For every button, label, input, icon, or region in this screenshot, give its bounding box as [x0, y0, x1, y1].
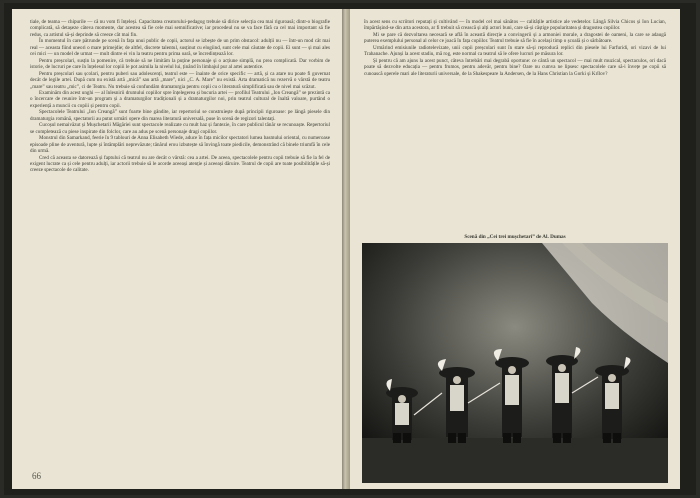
paragraph: Monstrul din Samarkand, feerie în 9 tablouri de Anna Elisabeth Wiede, aduce în fața micilor spectatori lumea basmului oriental, cu numeroase episoade pline de aventură, lupte și întâmplări neprevăzute; tânărul erou izbutește să învingă toate piedicile, demonstrând că binele triumfă în cele din urmă.: [30, 135, 330, 155]
page-number: 66: [32, 471, 41, 481]
paragraph: Examinăm din acest unghi — al înlesnirii drumului copiilor spre înțelegerea și bucuria artei — profilul Teatrului „Ion Creangă” se prezintă ca o încercare de reunire într-un program și a dramaturgilor tradiționali și a dramaturgilor noi, prin teatrul cultural de înaltă valoare, purtând o experiență a muncii cu copiii și pentru copii.: [30, 89, 330, 109]
paragraph: Urmărind emisiunile radiotelevizate, unii copii preșcolari sunt în stare să-și reproducă replici din piesele lui Farfuridi, ori vizavi de lui Trahanache. Ajunși la acest stadiu, mă rog, este normal ca teatrul să le ofere lucruri pe măsura lor.: [364, 44, 666, 58]
book-spread: [4, 3, 696, 495]
paragraph: Pentru preșcolari sau școlari, pentru puberi sau adolescenți, teatrul este — înainte de orice specific — artă, și ca atare nu poate fi guvernat decât de legile artei. După cum nu există artă „mică” sau artă „mare”, nici „C. A. Mare” nu există. Arta dramatică nu rezervă o vârstă de teatru „mare” sau teatru „mic”, ci de Teatru. Nu trebuie să confundăm dramaturgia pentru copii cu o literatură simplificată sau de nivel mai scăzut.: [30, 70, 330, 90]
paragraph: În momentul în care pătrunde pe scenă în fața unui public de copii, actorul se izbește de un prim obstacol: adulții nu — într-un mod cât mai real — aceasta fiind uneori o mare primejdie; de altfel, discrete talentul, susținut cu elogiind, sunt cele mai căutate de copii. Ei sunt — și mai ales cei mici — un model de urmat — mult dintre ei vin la teatru pentru prima oară, se încredințează lor.: [30, 38, 330, 58]
paragraph: Pentru preșcolari, susțin la pomenire, că trebuie să ne limităm la puține personaje și o acțiune simplă, nu prea complicată. Dar vorbim de istorie, de lucruri pe care în înțelesul lor copiii le pot asimila la nivelul lui, ținând în limbajul pur al artei autentice.: [30, 57, 330, 71]
paragraph: Cucoșul nemaivăzut și Mușchetarii Măgăriei sunt spectacole realizate cu mult haz și fantezie, în care publicul tânăr se recunoaște. Repertoriul se completează cu piese inspirate din folclor, care au adus pe scenă personaje dragi copiilor.: [30, 122, 330, 135]
paragraph: Spectacolele Teatrului „Ion Creangă” sunt foarte bine gândite, iar repertoriul se construiește după principii riguroase: pe lângă piesele din dramaturgia română, spectatorii au putut urmări opere din marea literatură universală, puse în scenă de regizori talentați.: [30, 109, 330, 122]
stage-photo-illustration: [362, 243, 668, 483]
right-page: [350, 9, 680, 489]
paragraph: Cred că aceasta se datorează și faptului că teatrul nu are decât o vârstă: cea a artei. De aceea, spectacolele pentru copii trebuie să fie la fel de exigent lucrate ca și cele pentru adulți, iar actorii trebuie să le acorde aceeași atenție și aceeași dăruire. Teatrul de copii are toate posibilitățile să-și creeze spectacole de calitate.: [30, 154, 330, 174]
paragraph: tiale, de teama — chipurile — că nu vom fi înțeleși. Capacitatea creatorului-pedagog trebuie să dirice selecția cea mai riguroasă; dintr-o biografie complicată, să detașeze câteva momente, dar acestea să fie cele mai semnificative; iar procedeul nu se va face fără ca cel mai important să fie redus, ca artistul să-și deprinde să creeze cât mai fin.: [30, 19, 330, 38]
photo-caption: Scenă din „Cei trei mușchetari” de Al. Dumas: [464, 234, 566, 240]
paragraph: în acest sens cu scriitori reputați și cultivând — în model cel mai sănătos — calitățile artistice ale vedetelor. Lângă Silvia Chicos și Ion Lucian, împărtășind-se din arta acestora, ar fi trebuit să crească și alți actori buni, care să-și câștige popularitatea și dragostea copiilor.: [364, 19, 666, 32]
right-page-text: [364, 19, 666, 77]
paragraph: Și pentru că am ajuns la acest punct, câteva întrebări mai degrabă oportune: ce cântă un spectacol — mai mult muzical, spectaculos, ori dacă poate să dezvolte educația — pentru frumos, pentru adevăr, pentru bine? Oare nu cumva ne lipsesc spectacolele care să-i învețe pe copii să cunoască operele mari ale literaturii universale, de la Shakespeare la Andersen, de la Hans Christian la Gorki și Krîlov?: [364, 57, 666, 77]
left-page-text: [30, 19, 330, 174]
stage-photo: [362, 243, 668, 483]
left-page: [12, 9, 342, 489]
paragraph: Mi se pare că dezvoltarea necesară se află în această direcție a convingerii și a armoniei morale, a dragostei de oameni, la care se adaugă puterea exemplului personal al celor ce joacă în fața copiilor. Teatrul trebuie să fie în același timp o școală și o sărbătoare.: [364, 31, 666, 45]
book-gutter: [342, 9, 350, 489]
